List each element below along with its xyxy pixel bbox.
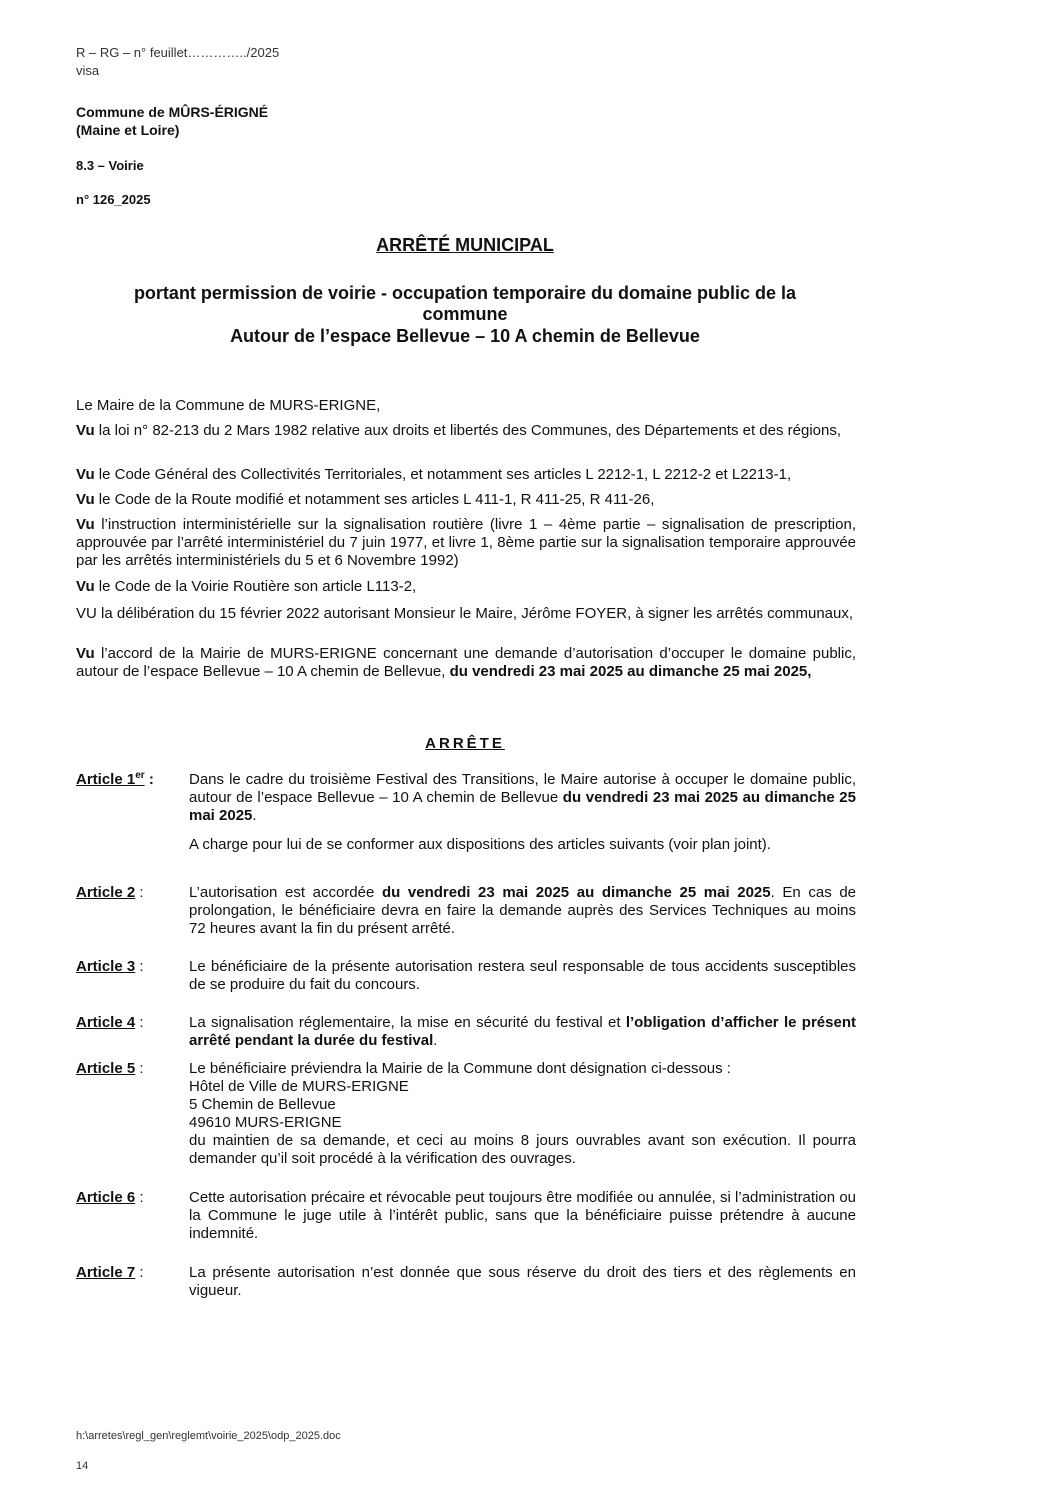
- article-5-colon: :: [135, 1060, 144, 1077]
- preamble-intro: Le Maire de la Commune de MURS-ERIGNE,: [76, 397, 381, 414]
- article-6-colon: :: [135, 1189, 144, 1206]
- article-3-colon: :: [135, 958, 144, 975]
- article-3-label: [76, 958, 144, 976]
- article-1-paragraph-2: A charge pour lui de se conformer aux dispositions des articles suivants (voir plan joint).: [189, 836, 771, 853]
- vu-paragraph-3: [76, 491, 856, 509]
- article-1-title: Article 1: [76, 771, 136, 788]
- article-4-colon: :: [135, 1014, 144, 1031]
- visa-label: visa: [76, 63, 100, 78]
- vu-keyword: Vu: [76, 578, 95, 595]
- article-6-title: Article 6: [76, 1189, 136, 1206]
- vu-dates: du vendredi 23 mai 2025 au dimanche 25 mai 2025,: [449, 663, 812, 680]
- subtitle-line-1: portant permission de voirie - occupation temporaire du domaine public de la: [133, 283, 797, 303]
- article-4-obligation: l’obligation d’afficher le présent arrêté pendant la durée du festival: [189, 1014, 856, 1049]
- vu-keyword: Vu: [76, 491, 95, 508]
- article-1-body: [189, 771, 856, 825]
- article-2-label: [76, 884, 144, 902]
- vu-keyword: Vu: [76, 422, 95, 439]
- commune-name: Commune de MÛRS-ÉRIGNÉ: [76, 104, 269, 120]
- vu-paragraph-5: [76, 578, 856, 596]
- article-1-colon: :: [144, 771, 154, 788]
- article-7-label: [76, 1264, 144, 1282]
- vu-paragraph-6: VU la délibération du 15 février 2022 autorisant Monsieur le Maire, Jérôme FOYER, à signer les arrêtés communaux,: [76, 605, 854, 622]
- article-4-body: [189, 1014, 856, 1050]
- page-title: ARRÊTÉ MUNICIPAL: [376, 235, 554, 255]
- article-1-text: Dans le cadre du troisième Festival des Transitions, le Maire autorise à occuper le domaine public, autour de l’espace Bellevue – 10 A chemin de Bellevue: [189, 771, 856, 806]
- article-5-line-1: Le bénéficiaire préviendra la Mairie de la Commune dont désignation ci-dessous :: [189, 1060, 731, 1077]
- article-5-line-5: du maintien de sa demande, et ceci au moins 8 jours ouvrables avant son exécution. Il pourra demander qu’il soit procédé à la vérification des ouvrages.: [189, 1132, 856, 1167]
- department-name: (Maine et Loire): [76, 122, 180, 138]
- vu-paragraph-1: [76, 422, 856, 440]
- vu-text: l’accord de la Mairie de MURS-ERIGNE concernant une demande d’autorisation d’occuper le domaine public, autour de l’espace Bellevue – 10 A chemin de Bellevue,: [76, 645, 856, 680]
- article-3-body: Le bénéficiaire de la présente autorisation restera seul responsable de tous accidents susceptibles de se produire du fait du concours.: [189, 958, 856, 993]
- arrete-heading: ARRÊTE: [425, 735, 505, 752]
- article-6-body: Cette autorisation précaire et révocable peut toujours être modifiée ou annulée, si l’administration ou la Commune le juge utile à l’intérêt public, sans que la bénéficiaire puisse prétendre à aucune indemnité.: [189, 1189, 856, 1242]
- vu-text: le Code de la Voirie Routière son article L113-2,: [94, 578, 417, 595]
- arrete-number: n° 126_2025: [76, 192, 151, 207]
- article-6-label: [76, 1189, 144, 1207]
- reference-line: R – RG – n° feuillet…………../2025: [76, 45, 280, 60]
- article-1-end: .: [252, 807, 257, 824]
- page-number: 14: [76, 1460, 89, 1472]
- article-7-title: Article 7: [76, 1264, 136, 1281]
- subtitle-line-3: Autour de l’espace Bellevue – 10 A chemin de Bellevue: [230, 326, 700, 346]
- article-7-body: La présente autorisation n’est donnée que sous réserve du droit des tiers et des règlements en vigueur.: [189, 1264, 856, 1299]
- article-2-title: Article 2: [76, 884, 136, 901]
- article-7-colon: :: [135, 1264, 144, 1281]
- vu-keyword: Vu: [76, 516, 95, 533]
- article-5-body: [189, 1060, 856, 1168]
- vu-text: le Code Général des Collectivités Territoriales, et notamment ses articles L 2212-1, L 2212-2 et L2213-1,: [94, 466, 792, 483]
- article-1-label: [76, 771, 154, 789]
- file-path: h:\arretes\regl_gen\reglemt\voirie_2025\odp_2025.doc: [76, 1430, 341, 1442]
- article-2-text: L’autorisation est accordée: [189, 884, 382, 901]
- article-5-address-street: 5 Chemin de Bellevue: [189, 1096, 336, 1113]
- vu-paragraph-2: [76, 466, 856, 484]
- article-2-body: [189, 884, 856, 938]
- vu-text: l’instruction interministérielle sur la signalisation routière (livre 1 – 4ème partie – signalisation de prescription, approuvée par l’arrêté interministériel du 7 juin 1977, et livre 1, 8ème partie sur la signalisation temporaire approuvée par les arrêtés interministériels du 5 et 6 Novembre 1992): [76, 516, 856, 569]
- article-2-text-end: . En cas de prolongation, le bénéficiaire devra en faire la demande auprès des Services Techniques au moins 72 heures avant la fin du présent arrêté.: [189, 884, 856, 937]
- article-5-address-city: 49610 MURS-ERIGNE: [189, 1114, 342, 1131]
- article-3-title: Article 3: [76, 958, 136, 975]
- article-1-sup: er: [135, 770, 145, 781]
- article-4-title: Article 4: [76, 1014, 136, 1031]
- article-2-dates: du vendredi 23 mai 2025 au dimanche 25 mai 2025: [381, 884, 771, 901]
- article-1-dates: du vendredi 23 mai 2025 au dimanche 25 mai 2025: [189, 789, 856, 824]
- vu-text: le Code de la Route modifié et notamment ses articles L 411-1, R 411-25, R 411-26,: [94, 491, 655, 508]
- vu-paragraph-7: [76, 645, 856, 681]
- vu-keyword: Vu: [76, 645, 95, 662]
- subtitle-line-2: commune: [422, 304, 508, 324]
- vu-keyword: Vu: [76, 466, 95, 483]
- article-5-address-name: Hôtel de Ville de MURS-ERIGNE: [189, 1078, 409, 1095]
- article-4-text: La signalisation réglementaire, la mise en sécurité du festival et: [189, 1014, 626, 1031]
- article-2-colon: :: [135, 884, 144, 901]
- vu-text: la loi n° 82-213 du 2 Mars 1982 relative aux droits et libertés des Communes, des Départements et des régions,: [94, 422, 842, 439]
- article-5-title: Article 5: [76, 1060, 136, 1077]
- article-4-end: .: [433, 1032, 438, 1049]
- category-label: 8.3 – Voirie: [76, 158, 144, 173]
- article-5-label: [76, 1060, 144, 1078]
- article-4-label: [76, 1014, 144, 1032]
- vu-paragraph-4: [76, 516, 856, 570]
